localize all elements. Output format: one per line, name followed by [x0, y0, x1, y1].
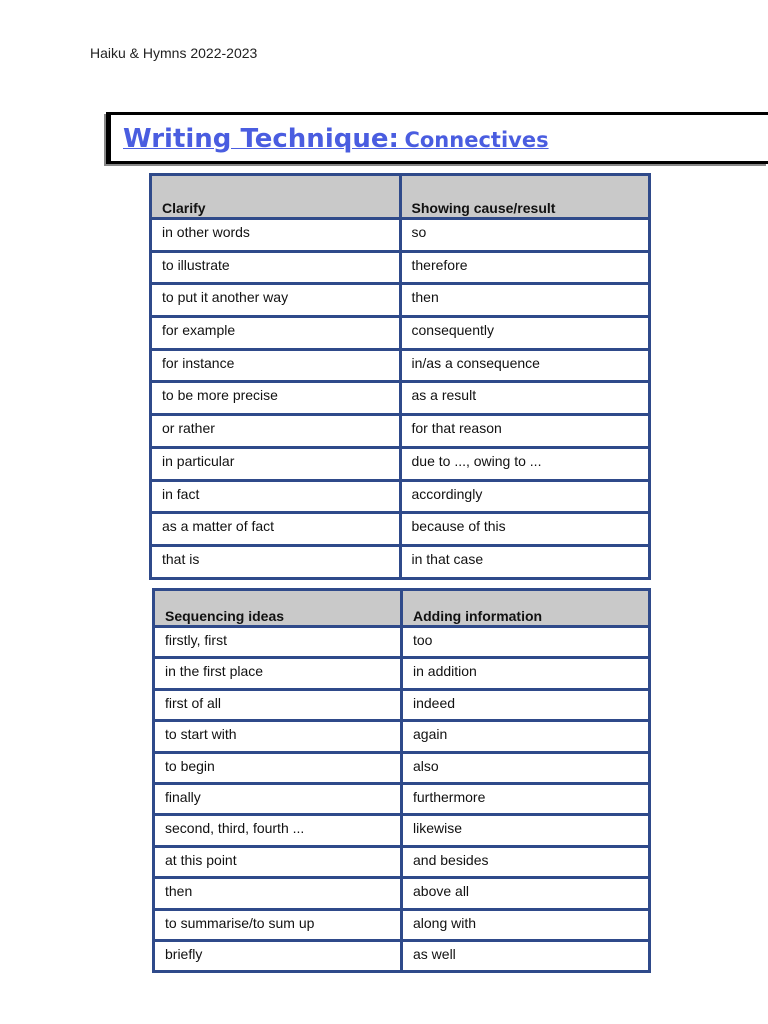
- table-cell: in particular: [151, 447, 401, 480]
- table-row: [151, 447, 650, 480]
- table-cell: in other words: [151, 219, 401, 252]
- table-row: [151, 545, 650, 578]
- table-row: [154, 909, 650, 940]
- table-cell: again: [402, 721, 650, 752]
- table-cell: as a result: [400, 382, 650, 415]
- title-main: Writing Technique:: [123, 124, 399, 154]
- table-cell: to illustrate: [151, 251, 401, 284]
- table-cell: and besides: [402, 846, 650, 877]
- table-row: [154, 815, 650, 846]
- table-cell: for that reason: [400, 415, 650, 448]
- table-cell: so: [400, 219, 650, 252]
- table-cell: briefly: [154, 940, 402, 971]
- table-cell: above all: [402, 878, 650, 909]
- table-row: [154, 783, 650, 814]
- table-cell: furthermore: [402, 783, 650, 814]
- table-cell: then: [154, 878, 402, 909]
- connectives-table-clarify-cause: [149, 173, 651, 580]
- column-header: Clarify: [151, 175, 401, 219]
- table-row: [154, 658, 650, 689]
- table-row: [151, 349, 650, 382]
- table-cell: then: [400, 284, 650, 317]
- table-cell: as well: [402, 940, 650, 971]
- table-cell: to put it another way: [151, 284, 401, 317]
- table-cell: as a matter of fact: [151, 513, 401, 546]
- table-cell: that is: [151, 545, 401, 578]
- table-row: [154, 878, 650, 909]
- table-header-row: [151, 175, 650, 219]
- table-cell: because of this: [400, 513, 650, 546]
- table-row: [151, 480, 650, 513]
- table-cell: in addition: [402, 658, 650, 689]
- table-cell: for instance: [151, 349, 401, 382]
- column-header: Adding information: [402, 590, 650, 627]
- table-row: [154, 940, 650, 971]
- table-cell: to summarise/to sum up: [154, 909, 402, 940]
- table-row: [151, 415, 650, 448]
- table-cell: due to ..., owing to ...: [400, 447, 650, 480]
- title-box: [106, 112, 768, 164]
- table-row: [154, 627, 650, 658]
- page-header: Haiku & Hymns 2022-2023: [90, 45, 258, 61]
- table-cell: therefore: [400, 251, 650, 284]
- table-row: [151, 382, 650, 415]
- connectives-table-sequencing-adding: [152, 588, 651, 973]
- column-header: Showing cause/result: [400, 175, 650, 219]
- table-cell: also: [402, 752, 650, 783]
- table-cell: too: [402, 627, 650, 658]
- table-header-row: [154, 590, 650, 627]
- table-cell: to start with: [154, 721, 402, 752]
- table-row: [151, 317, 650, 350]
- table-cell: finally: [154, 783, 402, 814]
- title-sub: Connectives: [404, 128, 549, 152]
- table-cell: accordingly: [400, 480, 650, 513]
- table-row: [151, 513, 650, 546]
- page-title: [123, 124, 549, 154]
- table-cell: to begin: [154, 752, 402, 783]
- table-cell: in the first place: [154, 658, 402, 689]
- table-row: [151, 219, 650, 252]
- table-row: [154, 689, 650, 720]
- table-row: [154, 752, 650, 783]
- table-cell: or rather: [151, 415, 401, 448]
- column-header: Sequencing ideas: [154, 590, 402, 627]
- table-cell: in fact: [151, 480, 401, 513]
- table-row: [154, 846, 650, 877]
- table-cell: indeed: [402, 689, 650, 720]
- table-row: [151, 251, 650, 284]
- table-cell: for example: [151, 317, 401, 350]
- table-cell: in that case: [400, 545, 650, 578]
- table-cell: along with: [402, 909, 650, 940]
- table-cell: first of all: [154, 689, 402, 720]
- table-cell: in/as a consequence: [400, 349, 650, 382]
- table-row: [151, 284, 650, 317]
- table-cell: to be more precise: [151, 382, 401, 415]
- table-cell: consequently: [400, 317, 650, 350]
- table-row: [154, 721, 650, 752]
- table-cell: at this point: [154, 846, 402, 877]
- table-cell: firstly, first: [154, 627, 402, 658]
- table-cell: second, third, fourth ...: [154, 815, 402, 846]
- table-cell: likewise: [402, 815, 650, 846]
